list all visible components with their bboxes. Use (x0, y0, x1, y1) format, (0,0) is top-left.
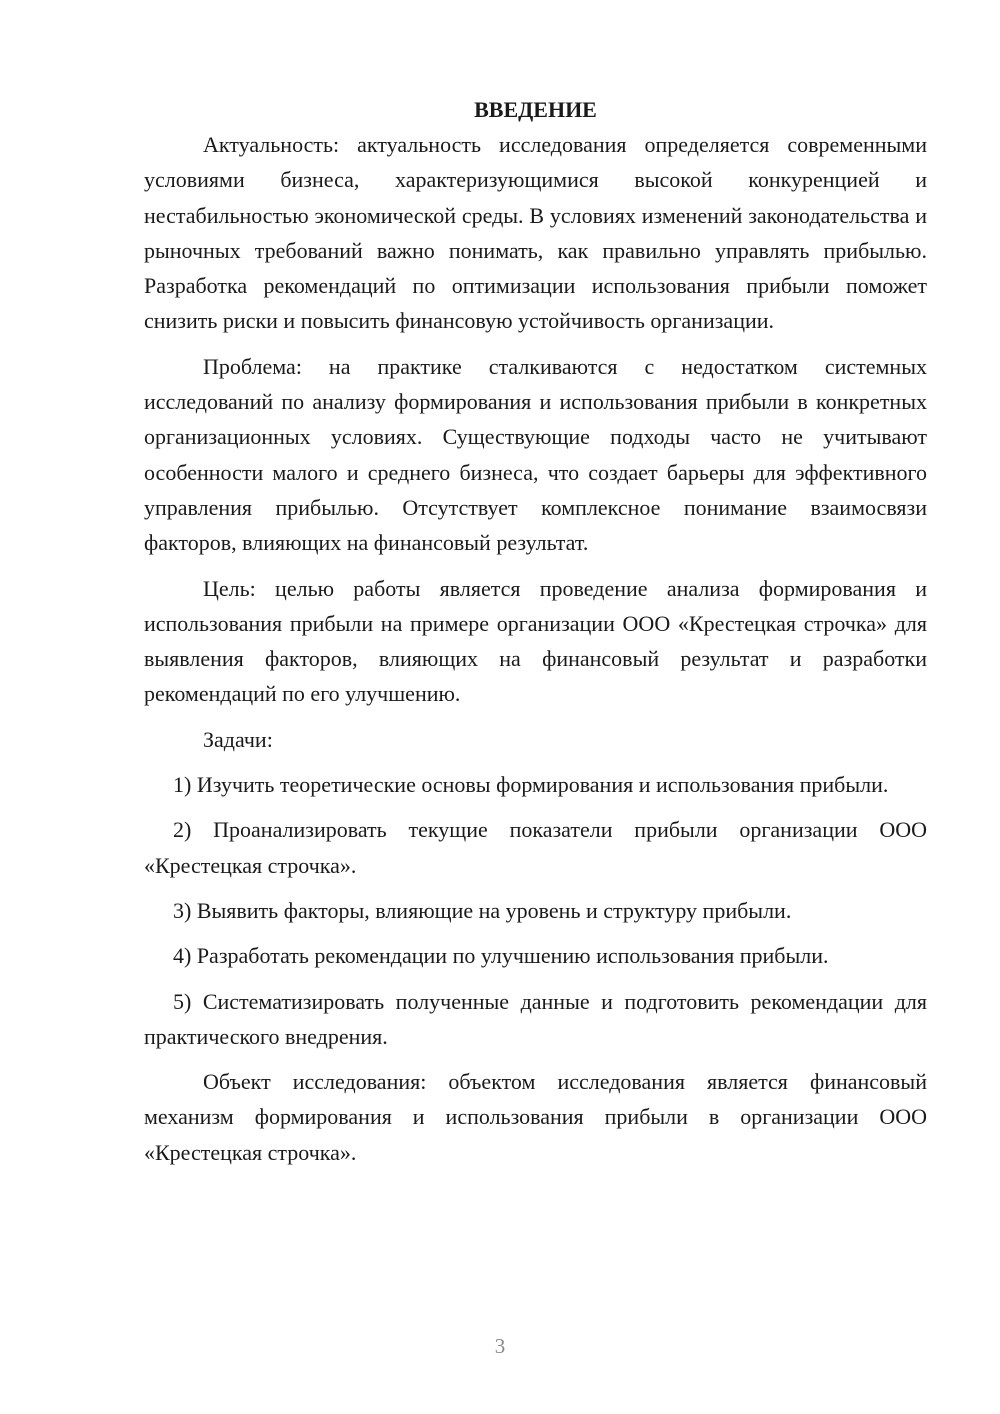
task-item-4: 4) Разработать рекомендации по улучшению использования прибыли. (173, 943, 829, 969)
tasks-heading: Задачи: (203, 726, 273, 752)
section-title: ВВЕДЕНИЕ (474, 97, 597, 122)
relevance-paragraph: Актуальность: актуальность исследования определяется современными условиями бизнеса, характеризующимися высокой конкуренцией и нестабильностью экономической среды. В условиях изменений законодательства и рыночных требований важно понимать, как правильно управлять прибылью. Разработка рекомендаций по оптимизации использования прибыли поможет снизить риски и повысить финансовую устойчивость организации. (144, 132, 927, 334)
task-item-5: 5) Систематизировать полученные данные и подготовить рекомендации для практического внедрения. (144, 988, 927, 1049)
page-content (144, 92, 927, 1170)
object-paragraph: Объект исследования: объектом исследования является финансовый механизм формирования и использования прибыли в организации ООО «Крестецкая строчка». (144, 1069, 927, 1165)
problem-paragraph: Проблема: на практике сталкиваются с недостатком системных исследований по анализу формирования и использования прибыли в конкретных организационных условиях. Существующие подходы часто не учитывают особенности малого и среднего бизнеса, что создает барьеры для эффективного управления прибылью. Отсутствует комплексное понимание взаимосвязи факторов, влияющих на финансовый результат. (144, 353, 927, 556)
goal-paragraph: Цель: целью работы является проведение анализа формирования и использования прибыли на примере организации ООО «Крестецкая строчка» для выявления факторов, влияющих на финансовый результат и разработки рекомендаций по его улучшению. (144, 575, 927, 707)
task-item-3: 3) Выявить факторы, влияющие на уровень и структуру прибыли. (173, 897, 792, 923)
task-item-2: 2) Проанализировать текущие показатели прибыли организации ООО «Крестецкая строчка». (144, 817, 927, 878)
page-number: 3 (494, 1334, 506, 1358)
task-item-1: 1) Изучить теоретические основы формирования и использования прибыли. (173, 772, 889, 798)
